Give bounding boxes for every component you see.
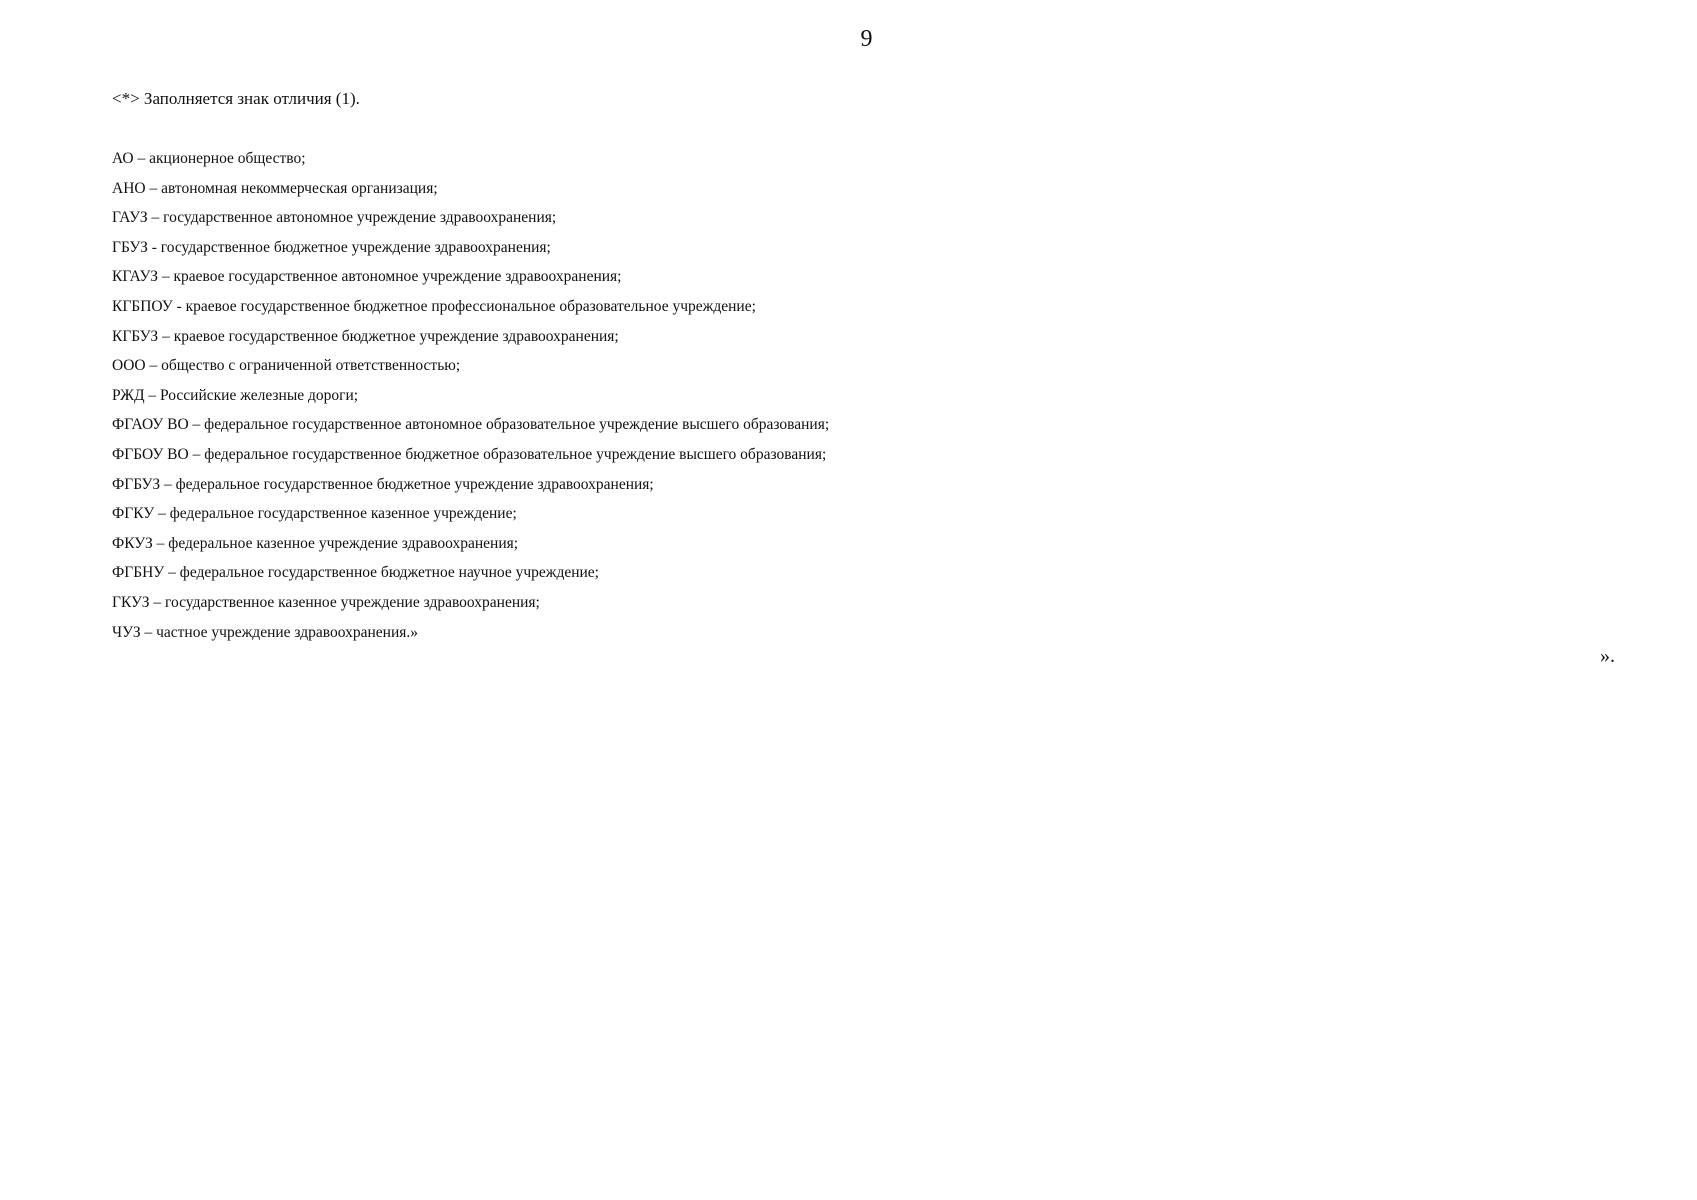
abbreviation-item: АО – акционерное общество; xyxy=(112,150,306,167)
abbreviation-item: ФГБУЗ – федеральное государственное бюджетное учреждение здравоохранения; xyxy=(112,475,654,493)
abbreviation-item: ЧУЗ – частное учреждение здравоохранения.» xyxy=(112,623,419,641)
abbreviation-item: ФГКУ – федеральное государственное казенное учреждение; xyxy=(112,505,517,523)
footnote: <*> Заполняется знак отличия (1). xyxy=(112,89,360,108)
page-number: 9 xyxy=(860,26,873,52)
abbreviation-item: ФГАОУ ВО – федеральное государственное автономное образовательное учреждение высшего образования; xyxy=(112,416,830,434)
closing-quote: ». xyxy=(1600,645,1615,667)
abbreviation-item: КГБПОУ - краевое государственное бюджетное профессиональное образовательное учреждение; xyxy=(112,297,756,315)
abbreviation-item: ООО – общество с ограниченной ответственностью; xyxy=(112,357,461,375)
abbreviation-item: ГКУЗ – государственное казенное учреждение здравоохранения; xyxy=(112,593,540,611)
abbreviation-item: КГАУЗ – краевое государственное автономное учреждение здравоохранения; xyxy=(112,268,622,286)
abbreviation-item: ФГБОУ ВО – федеральное государственное бюджетное образовательное учреждение высшего образования; xyxy=(112,445,827,463)
abbreviation-item: АНО – автономная некоммерческая организация; xyxy=(112,179,438,197)
abbreviation-item: ГБУЗ - государственное бюджетное учреждение здравоохранения; xyxy=(112,238,551,256)
abbreviation-item: КГБУЗ – краевое государственное бюджетное учреждение здравоохранения; xyxy=(112,327,619,345)
abbreviation-item: ФГБНУ – федеральное государственное бюджетное научное учреждение; xyxy=(112,564,599,582)
abbreviation-item: ФКУЗ – федеральное казенное учреждение здравоохранения; xyxy=(112,534,519,552)
abbreviation-list xyxy=(112,144,829,647)
abbreviation-item: РЖД – Российские железные дороги; xyxy=(112,386,359,404)
abbreviation-item: ГАУЗ – государственное автономное учреждение здравоохранения; xyxy=(112,209,557,227)
